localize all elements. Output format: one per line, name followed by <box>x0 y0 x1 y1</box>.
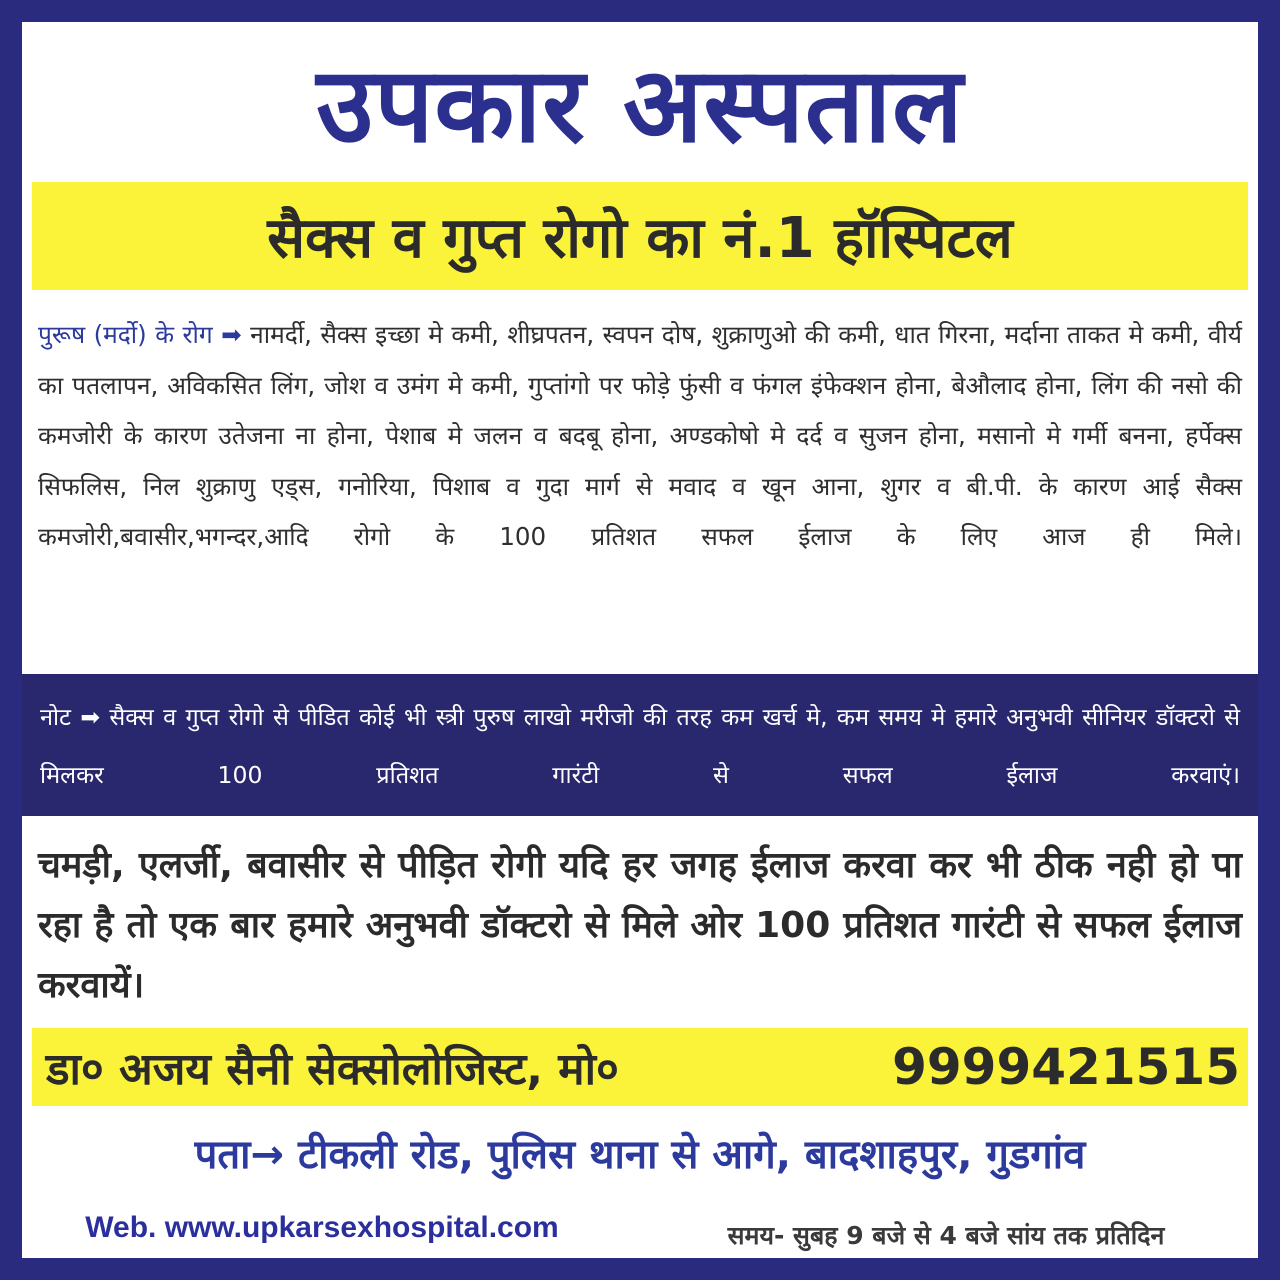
doctor-contact-banner <box>32 1028 1248 1106</box>
mens-diseases-list: नामर्दी, सैक्स इच्छा मे कमी, शीघ्रपतन, स्वपन दोष, शुक्राणुओ की कमी, धात गिरना, मर्दाना ताकत मे कमी, वीर्य का पतलापन, अविकसित लिंग, जोश व उमंग मे कमी, गुप्तांगो पर फोड़े फुंसी व फंगल इंफेक्शन होना, बेऔलाद होना, लिंग की नसो की कमजोरी के कारण उतेजना ना होना, पेशाब मे जलन व बदबू होना, अण्डकोषो मे दर्द व सुजन होना, मसानो मे गर्मी बनना, हर्पेक्स सिफलिस, निल शुक्राणु एड्स, गनोरिया, पिशाब व गुदा मार्ग से मवाद व खून आना, शुगर व बी.पी. के कारण आई सैक्स कमजोरी,बवासीर,भगन्दर,आदि रोगो के 100 प्रतिशत सफल ईलाज के लिए आज ही मिले। <box>38 320 1243 552</box>
tagline-banner: सैक्स व गुप्त रोगो का नं.1 हॉस्पिटल <box>32 182 1248 290</box>
note-label: नोट <box>40 703 71 731</box>
address-line: पता→ टीकली रोड, पुलिस थाना से आगे, बादशाहपुर, गुडगांव <box>194 1131 1086 1178</box>
poster-body <box>22 22 1258 1258</box>
note-text: सैक्स व गुप्त रोगो से पीडित कोई भी स्त्री पुरुष लाखो मरीजो की तरह कम खर्च मे, कम समय मे हमारे अनुभवी सीनियर डॉक्टरो से मिलकर 100 प्रतिशत गारंटी से सफल ईलाज करवाएं। <box>40 703 1240 789</box>
skin-allergy-appeal: चमड़ी, एलर्जी, बवासीर से पीड़ित रोगी यदि हर जगह ईलाज करवा कर भी ठीक नही हो पा रहा है तो एक बार हमारे अनुभवी डॉक्टरो से मिले ओर 100 प्रतिशत गारंटी से सफल ईलाज करवायें। <box>38 845 1242 1006</box>
phone-number[interactable]: 9999421515 <box>892 1038 1240 1096</box>
mens-diseases-paragraph <box>32 300 1248 670</box>
website-link[interactable]: Web. www.upkarsexhospital.com <box>85 1211 559 1244</box>
hospital-title: उपकार अस्पताल <box>316 43 964 166</box>
mens-diseases-heading: पुरूष (मर्दो) के रोग <box>38 320 213 349</box>
arrow-right-icon: ➡ <box>80 703 101 731</box>
note-paragraph <box>32 682 1248 808</box>
doctor-name: डा० अजय सैनी सेक्सोलोजिस्ट, मो० <box>46 1044 619 1095</box>
arrow-right-icon: ➡ <box>221 320 242 349</box>
timing-info: समय- सुबह 9 बजे से 4 बजे सांय तक प्रतिदिन <box>727 1221 1165 1250</box>
